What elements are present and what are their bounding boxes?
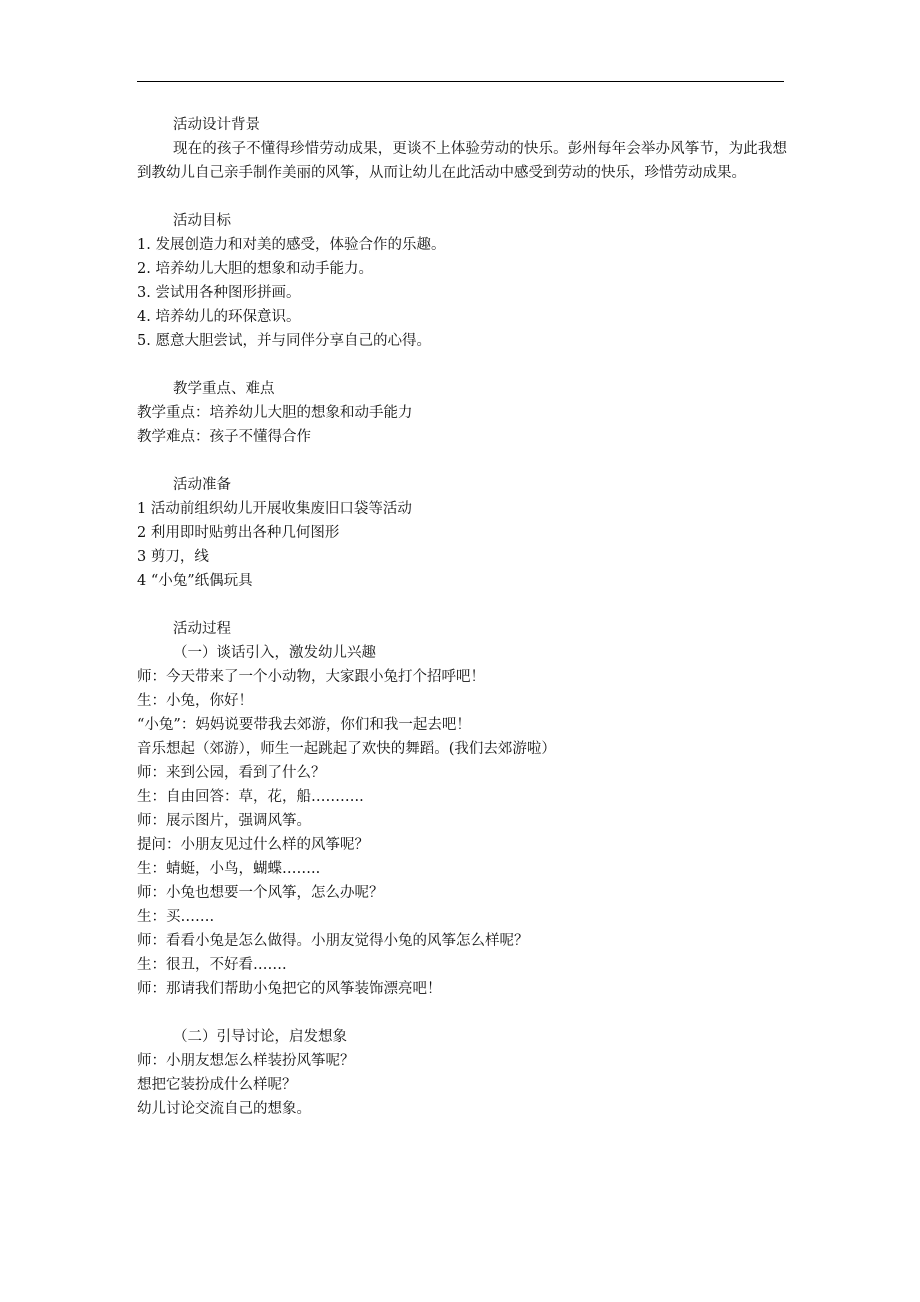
goal-item: 3. 尝试用各种图形拼画。 <box>137 285 301 301</box>
process-subheading: （一）谈话引入，激发幼儿兴趣 <box>173 645 376 661</box>
dialogue-line: 想把它装扮成什么样呢？ <box>137 1077 297 1093</box>
dialogue-line: 师：展示图片，强调风筝。 <box>137 813 311 829</box>
section-heading-keypoints: 教学重点、难点 <box>173 381 275 397</box>
dialogue-line: 生：蜻蜓，小鸟，蝴蝶…….. <box>137 861 321 877</box>
goal-item: 1. 发展创造力和对美的感受，体验合作的乐趣。 <box>137 237 446 253</box>
prep-item: 4 “小兔”纸偶玩具 <box>137 573 253 589</box>
keypoint-item: 教学难点：孩子不懂得合作 <box>137 429 311 445</box>
dialogue-line: 生：小兔，你好！ <box>137 693 253 709</box>
keypoint-item: 教学重点：培养幼儿大胆的想象和动手能力 <box>137 405 413 421</box>
dialogue-line: 师：来到公园，看到了什么？ <box>137 765 326 781</box>
section-heading-goals: 活动目标 <box>173 213 231 229</box>
goal-item: 4. 培养幼儿的环保意识。 <box>137 309 301 325</box>
document-body <box>137 113 787 1121</box>
dialogue-line: 师：小朋友想怎么样装扮风筝呢？ <box>137 1053 355 1069</box>
goal-item: 2. 培养幼儿大胆的想象和动手能力。 <box>137 261 373 277</box>
dialogue-line: 师：看看小兔是怎么做得。小朋友觉得小兔的风筝怎么样呢？ <box>137 933 529 949</box>
dialogue-line: 音乐想起（郊游），师生一起跳起了欢快的舞蹈。(我们去郊游啦） <box>137 741 556 757</box>
background-paragraph: 现在的孩子不懂得珍惜劳动成果，更谈不上体验劳动的快乐。彭州每年会举办风筝节，为此我想到教幼儿自己亲手制作美丽的风筝，从而让幼儿在此活动中感受到劳动的快乐，珍惜劳动成果。 <box>137 141 787 181</box>
prep-item: 3 剪刀，线 <box>137 549 209 565</box>
dialogue-line: 生：自由回答：草，花，船……….. <box>137 789 364 805</box>
dialogue-line: 提问：小朋友见过什么样的风筝呢？ <box>137 837 369 853</box>
dialogue-line: “小兔”：妈妈说要带我去郊游，你们和我一起去吧！ <box>137 717 471 733</box>
dialogue-line: 师：今天带来了一个小动物，大家跟小兔打个招呼吧！ <box>137 669 485 685</box>
process-subheading: （二）引导讨论，启发想象 <box>173 1029 347 1045</box>
dialogue-line: 生：很丑，不好看……. <box>137 957 287 973</box>
goal-item: 5. 愿意大胆尝试，并与同伴分享自己的心得。 <box>137 333 431 349</box>
dialogue-line: 生：买……. <box>137 909 215 925</box>
section-heading-prep: 活动准备 <box>173 477 231 493</box>
header-rule <box>137 81 784 82</box>
section-heading-process: 活动过程 <box>173 621 231 637</box>
dialogue-line: 幼儿讨论交流自己的想象。 <box>137 1101 311 1117</box>
section-heading-background: 活动设计背景 <box>173 117 260 133</box>
dialogue-line: 师：小兔也想要一个风筝，怎么办呢？ <box>137 885 384 901</box>
dialogue-line: 师：那请我们帮助小兔把它的风筝装饰漂亮吧！ <box>137 981 442 997</box>
prep-item: 1 活动前组织幼儿开展收集废旧口袋等活动 <box>137 501 412 517</box>
prep-item: 2 利用即时贴剪出各种几何图形 <box>137 525 340 541</box>
